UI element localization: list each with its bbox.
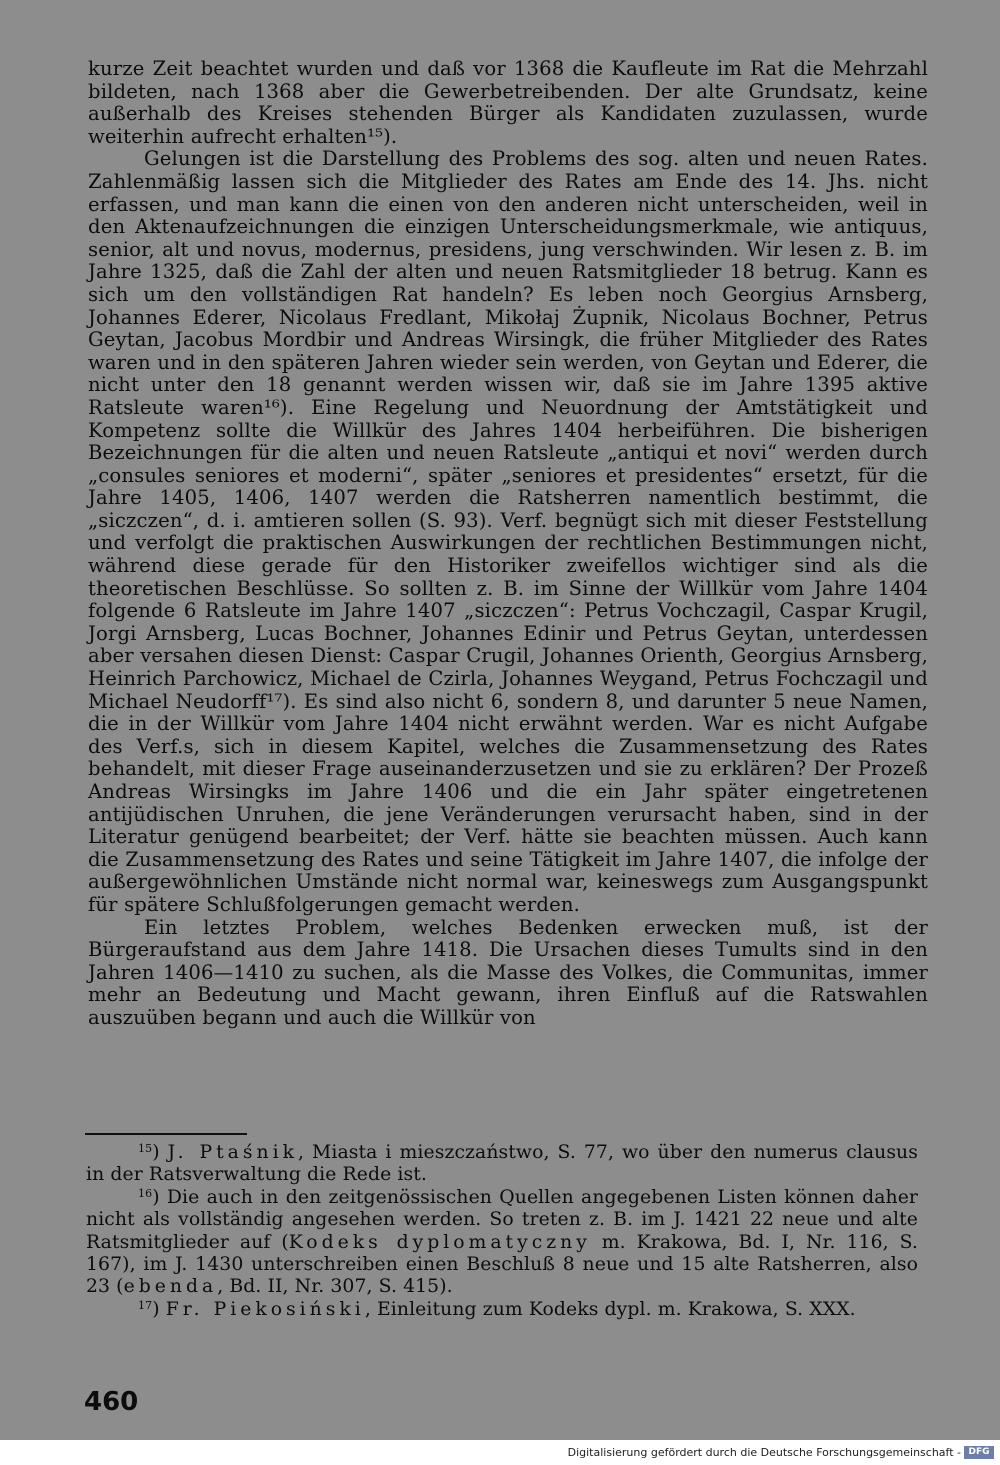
footnote-author: J. Ptaśnik [167,1142,298,1163]
footnote-source: ebenda [123,1276,218,1298]
footnotes [86,1142,918,1321]
paragraph-1: kurze Zeit beachtet wurden und daß vor 1368 die Kaufleute im Rat die Mehrzahl bildeten, nach 1368 aber die Gewerbetreibenden. Der alte Grundsatz, keine außerhalb des Kreises stehenden Bürger als Kandidaten zuzulassen, wurde weiterhin aufrecht erhalten¹⁵). [88,57,928,148]
footnote-17: $^{17}$) Fr. Piekosiński, Einleitung zum Kodeks dypl. m. Krakowa, S. XXX. [138,1298,856,1320]
footnote-text: m. Krakowa, Bd. I, Nr. 116, S. 167), im J. 1430 unterschreiben einen Beschluß 8 neue und 15 alte Ratsherren, also 23 ( [86,1231,918,1298]
footnote-mark: 17 [138,1298,153,1312]
footnote-text: Die auch in den zeitgenössischen Quellen angegebenen Listen können daher nicht als vollständig angesehen werden. So treten z. B. im J. 1421 22 neue und alte Ratsmitglieder auf ( [86,1186,918,1253]
footnote-divider [85,1133,247,1135]
dfg-logo-icon: DFG [964,1446,994,1459]
paragraph-3: Ein letztes Problem, welches Bedenken erwecken muß, ist der Bürgeraufstand aus dem Jahre 1418. Die Ursachen dieses Tumults sind in den Jahren 1406—1410 zu suchen, als die Masse des Volkes, die Communitas, immer mehr an Bedeutung und Macht gewann, ihren Einfluß auf die Ratswahlen auszuüben begann und auch die Willkür von [88,915,928,1029]
paragraph-2: Gelungen ist die Darstellung des Problems des sog. alten und neuen Rates. Zahlenmäßig lassen sich die Mitglieder des Rates am Ende des 14. Jhs. nicht erfassen, und man kann die einen von den anderen nicht unterscheiden, weil in den Aktenaufzeichnungen die einzigen Unterscheidungsmerkmale, wie antiquus, senior, alt und novus, modernus, presidens, jung verschwinden. Wir lesen z. B. im Jahre 1325, daß die Zahl der alten und neuen Ratsmitglieder 18 betrug. Kann es sich um den vollständigen Rat handeln? Es leben noch Georgius Arnsberg, Johannes Ederer, Nicolaus Fredlant, Mikołaj Żupnik, Nicolaus Bochner, Petrus Geytan, Jacobus Mordbir und Andreas Wirsingk, die früher Mitglieder des Rates waren und in den späteren Jahren wieder sein werden, von Geytan und Ederer, die nicht unter den 18 genannt werden wissen wir, daß sie im Jahre 1395 aktive Ratsleute waren¹⁶). Eine Regelung und Neuordnung der Amtstätigkeit und Kompetenz sollte die Willkür des Jahres 1404 herbeiführen. Die bisherigen Bezeichnungen für die alten und neuen Ratsleute „antiqui et novi“ werden durch „consules seniores et moderni“, später „seniores et presidentes“ ersetzt, für die Jahre 1405, 1406, 1407 werden die Ratsherren namentlich bestimmt, die „siczczen“, d. i. amtieren sollen (S. 93). Verf. begnügt sich mit dieser Feststellung und verfolgt die praktischen Auswirkungen der rechtlichen Bestimmungen nicht, während diese gerade für den Historiker zweifellos wichtiger sind als die theoretischen Beschlüsse. So sollten z. B. im Sinne der Willkür vom Jahre 1404 folgende 6 Ratsleute im Jahre 1407 „siczczen“: Petrus Vochczagil, Caspar Krugil, Jorgi Arnsberg, Lucas Bochner, Johannes Edinir und Petrus Geytan, unterdessen aber versahen diesen Dienst: Caspar Crugil, Johannes Orienth, Georgius Arnsberg, Heinrich Parchowicz, Michael de Czirla, Johannes Weygand, Petrus Fochczagil und Michael Neudorff¹⁷). Es sind also nicht 6, sondern 8, und darunter 5 neue Namen, die in der Willkür vom Jahre 1404 nicht erwähnt werden. War es nicht Aufgabe des Verf.s, sich in diesem Kapitel, welches die Zusammensetzung des Rates behandelt, mit dieser Frage auseinanderzusetzen und sie zu erklären? Der Prozeß Andreas Wirsingks im Jahre 1406 und die ein Jahr später eingetretenen antijüdischen Unruhen, die jene Veränderungen verursacht haben, sind in der Literatur genügend bearbeitet; der Verf. hätte sie beachten müssen. Auch kann die Zusammensetzung des Rates und seine Tätigkeit im Jahre 1407, die infolge der außergewöhnlichen Umstände nicht normal war, keineswegs zum Ausgangspunkt für spätere Schlußfolgerungen gemacht werden. [88,147,928,916]
footnote-mark: 15 [138,1142,153,1155]
footnote-16: $^{16}$) Die auch in den zeitgenössischen Quellen angegebenen Listen können daher nicht als vollständig angesehen werden. So treten z. B. im J. 1421 22 neue und alte Ratsmitglieder auf (Kodeks dyplomatyczny m. Krakowa, Bd. I, Nr. 116, S. 167), im J. 1430 unterschreiben einen Beschluß 8 neue und 15 alte Ratsherren, also 23 (ebenda, Bd. II, Nr. 307, S. 415). [86,1186,918,1298]
footnote-mark: 16 [138,1186,153,1200]
footnote-source: Kodeks dyplomatyczny [288,1231,591,1253]
footnote-text: , Miasta i mieszczaństwo, S. 77, wo über den numerus clausus in der Ratsverwaltung die Rede ist. [86,1142,918,1186]
body-text [88,58,928,1030]
footnote-text: , Bd. II, Nr. 307, S. 415). [217,1276,453,1298]
footnote-15: $^{15}$) J. Ptaśnik, Miasta i mieszczaństwo, S. 77, wo über den numerus clausus in der Ratsverwaltung die Rede ist. [86,1142,918,1186]
footer-credit: Digitalisierung gefördert durch die Deutsche Forschungsgemeinschaft - [567,1445,961,1459]
page-number: 460 [84,1387,139,1417]
footnote-author: Fr. Piekosiński [165,1298,365,1320]
digitization-footer [568,1444,994,1460]
footnote-text: , Einleitung zum Kodeks dypl. m. Krakowa, S. XXX. [364,1298,856,1320]
